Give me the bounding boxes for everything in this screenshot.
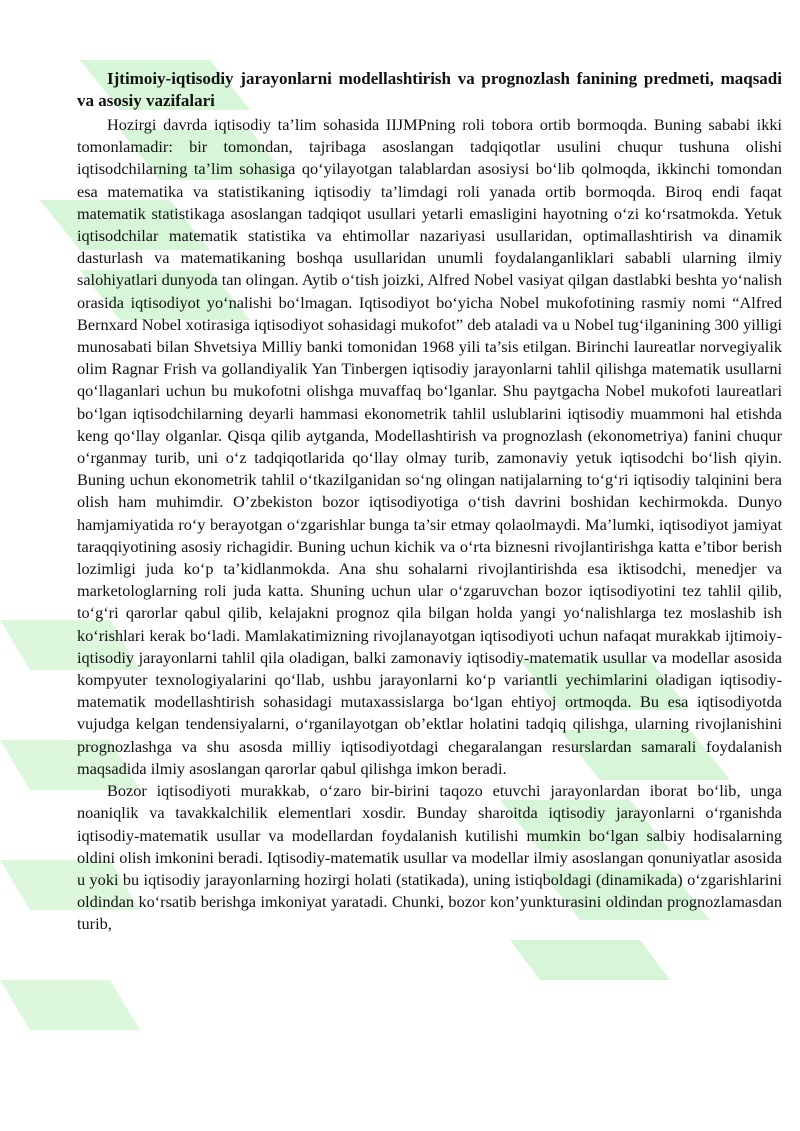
paragraph-2: Bozor iqtisodiyoti murakkab, o‘zaro bir-birini taqozo etuvchi jarayonlardan iborat bo‘lib, unga noaniqlik va tavakkalchilik elementlari xosdir. Bunday sharoitda iqtisodiy jarayonlarni o‘rganishda iqtisodiy-matematik usullar va modellardan foydalanish kutilishi mumkin bo‘lgan salbiy hodisalarning oldini olish imkonini beradi. Iqtisodiy-matematik usullar va modellar ilmiy asoslangan qonuniyatlar asosida u yoki bu iqtisodiy jarayonlarning hozirgi holati (statikada), uning istiqboldagi (dinamikada) o‘zgarishlarini oldindan ko‘rsatib berishga imkoniyat yaratadi. Chunki, bozor kon’yunkturasini oldindan prognozlamasdan turib, <box>77 781 782 934</box>
document-body <box>77 68 782 936</box>
paragraph-1: Hozirgi davrda iqtisodiy ta’lim sohasida IIJMPning roli tobora ortib bormoqda. Buning sababi ikki tomonlamadir: bir tomondan, tajribaga asoslangan tadqiqotlar usulini chuqur tushuna olishi iqtisodchilarning ta’lim sohasiga qo‘yilayotgan talablardan asosiysi bo‘lib qolmoqda, ikkinchi tomondan esa matematika va statistikaning iqtisodiy ta’limdagi roli yanada ortib bormoqda. Biroq endi faqat matematik statistikaga asoslangan tadqiqot usullari yetarli emasligini hayotning o‘zi ko‘rsatmokda. Yetuk iqtisodchilar matematik statistika va ehtimollar nazariyasi usullaridan, optimallashtirish va dinamik dasturlash va matematikaning boshqa usullaridan unumli foydalanganliklari sababli ularning ilmiy salohiyatlari dunyoda tan olingan. Aytib o‘tish joizki, Alfred Nobel vasiyat qilgan dastlabki beshta yo‘nalish orasida iqtisodiyot yo‘nalishi bo‘lmagan. Iqtisodiyot bo‘yicha Nobel mukofotining rasmiy nomi “Alfred Bernxard Nobel xotirasiga iqtisodiyot sohasidagi mukofot” deb ataladi va u Nobel tug‘ilganining 300 yilligi munosabati bilan Shvetsiya Milliy banki tomonidan 1968 yili ta’sis etilgan. Birinchi laureatlar norvegiyalik olim Ragnar Frish va gollandiyalik Yan Tinbergen iqtisodiy jarayonlarni tahlil qilishga matematik usullarni qo‘llaganlari uchun bu mukofotni olishga muvaffaq bo‘lganlar. Shu paytgacha Nobel mukofoti laureatlari bo‘lgan iqtisodchilarning deyarli hammasi ekonometrik tahlil uslublarini iqtisodiy muammoni hal etishda keng qo‘llay olganlar. Qisqa qilib aytganda, Modellashtirish va prognozlash (ekonometriya) fanini chuqur o‘rganmay turib, uni o‘z tadqiqotlarida qo‘llay olmay turib, zamonaviy yetuk iqtisodchi bo‘lish qiyin. Buning uchun ekonometrik tahlil o‘tkazilganidan so‘ng olingan natijalarning to‘g‘ri iqtisodiy talqinini bera olish ham muhimdir. O’zbekiston bozor iqtisodiyotiga o‘tish davrini boshidan kechirmokda. Dunyo hamjamiyatida ro‘y berayotgan o‘zgarishlar bunga ta’sir etmay qolaolmaydi. Ma’lumki, iqtisodiyot jamiyat taraqqiyotining asosiy richagidir. Buning uchun kichik va o‘rta biznesni rivojlantirishga katta e’tibor berish lozimligi juda ko‘p ta’kidlanmokda. Ana shu sohalarni rivojlantirishda esa iktisodchi, menedjer va marketologlarning roli juda katta. Shuning uchun ular o‘zgaruvchan bozor iqtisodiyotini tez tahlil qilib, to‘g‘ri qarorlar qabul qilib, kelajakni prognoz qila bilgan holda yangi yo‘nalishlarga tez moslashib ish ko‘rishlari kerak bo‘ladi. Mamlakatimizning rivojlanayotgan iqtisodiyoti uchun nafaqat murakkab ijtimoiy-iqtisodiy jarayonlarni tahlil qila oladigan, balki zamonaviy iqtisodiy-matematik usullar va modellar asosida kompyuter texnologiyalarini qo‘llab, ushbu jarayonlarni ko‘p variantli yechimlarini oladigan iqtisodiy-matematik modellashtirish sohasidagi mutaxassislarga bo‘lgan ehtiyoj ortmoqda. Bu esa iqtisodiyotda vujudga kelgan tendensiyalarni, o‘rganilayotgan ob’ektlar holatini tadqiq qilishga, ularning rivojlanishini prognozlashga va shu asosda milliy iqtisodiyotdagi chegaralangan resurslardan samarali foydalanish maqsadida ilmiy asoslangan qarorlar qabul qilishga imkon beradi. <box>77 115 782 778</box>
document-title: Ijtimoiy-iqtisodiy jarayonlarni modellashtirish va prognozlash fanining predmeti, maqsadi va asosiy vazifalari <box>77 69 782 110</box>
